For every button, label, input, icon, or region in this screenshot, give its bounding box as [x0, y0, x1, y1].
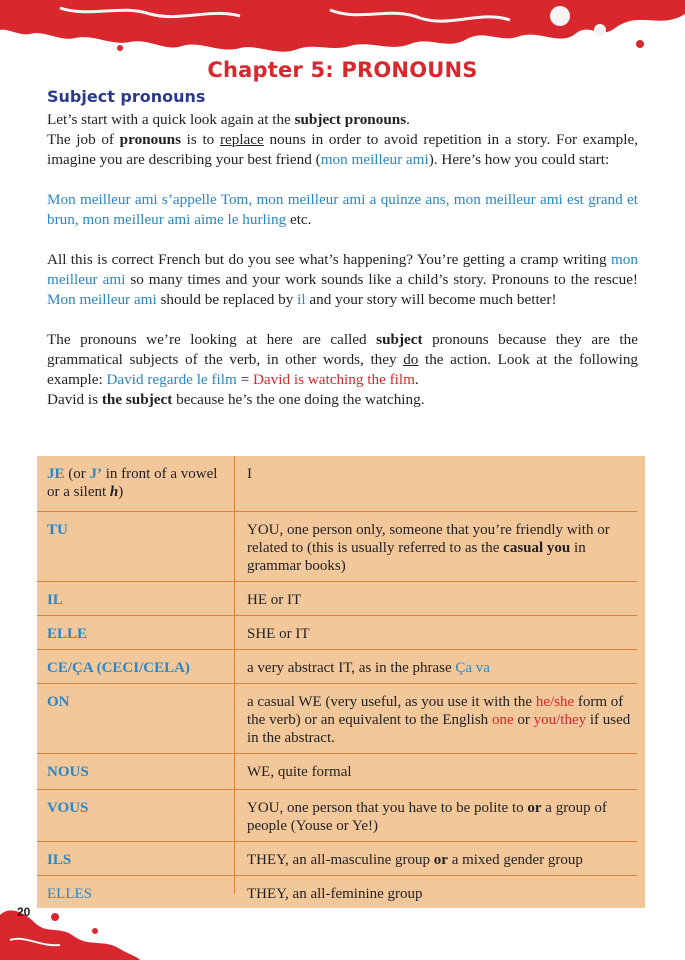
- table-row-elles: [37, 876, 637, 908]
- section-heading: Subject pronouns: [47, 87, 206, 106]
- pronoun-definition: YOU, one person only, someone that you’re friendly with or related to (this is usually referred to as the casual you in grammar books): [247, 522, 610, 574]
- pronoun-term: ELLE: [47, 626, 88, 642]
- table-row-tu: [37, 512, 637, 582]
- page-number: 20: [17, 905, 31, 919]
- pronoun-definition: YOU, one person that you have to be polite to or a group of people (Youse or Ye!): [247, 800, 607, 834]
- table-row-ils: [37, 842, 637, 876]
- pronoun-term: ILS: [47, 852, 72, 868]
- top-paint-splash: [0, 0, 685, 60]
- pronoun-definition: a very abstract IT, as in the phrase Ça va: [247, 660, 490, 676]
- table-row-il: [37, 582, 637, 616]
- paragraph-repetition: All this is correct French but do you see what’s happening? You’re getting a cramp writing mon meilleur ami so many times and your work sounds like a child’s story. Pronouns to the rescue! Mon meilleur ami should be replaced by il and your story will become much better!: [47, 251, 638, 308]
- pronoun-definition: SHE or IT: [247, 626, 310, 642]
- pronoun-term: NOUS: [47, 764, 89, 780]
- pronoun-definition: THEY, an all-feminine group: [247, 886, 423, 902]
- pronoun-definition: I: [247, 466, 252, 482]
- pronoun-term: TU: [47, 522, 68, 538]
- table-row-vous: [37, 790, 637, 842]
- pronoun-term: ELLES: [47, 886, 92, 902]
- body-text: [47, 110, 638, 410]
- chapter-title: Chapter 5: PRONOUNS: [207, 58, 478, 82]
- paragraph-subject-pronouns: The pronouns we’re looking at here are called subject pronouns because they are the grammatical subjects of the verb, in other words, they do the action. Look at the following example: David regarde le film = David is watching the film.: [47, 331, 639, 388]
- pronoun-term: CE/ÇA (CECI/CELA): [47, 660, 190, 676]
- pronoun-term: IL: [47, 592, 63, 608]
- pronoun-term: VOUS: [47, 800, 89, 816]
- table-row-je: [37, 456, 637, 512]
- table-row-nous: [37, 754, 637, 790]
- paragraph-david-subject: David is the subject because he’s the one doing the watching.: [47, 391, 425, 408]
- pronoun-table: [37, 456, 645, 908]
- pronoun-term: JE (or J’ in front of a vowel or a silent h): [47, 466, 218, 500]
- pronoun-term: ON: [47, 694, 70, 710]
- pronoun-definition: HE or IT: [247, 592, 302, 608]
- table-row-elle: [37, 616, 637, 650]
- table-row-on: [37, 684, 637, 754]
- pronoun-definition: WE, quite formal: [247, 764, 352, 780]
- table-row-ce-ca: [37, 650, 637, 684]
- pronoun-definition: a casual WE (very useful, as you use it with the he/she form of the verb) or an equivalent to the English one or you/they if used in the abstract.: [247, 694, 631, 746]
- paragraph-intro: Let’s start with a quick look again at the subject pronouns.: [47, 111, 410, 128]
- paragraph-example: Mon meilleur ami s’appelle Tom, mon meilleur ami a quinze ans, mon meilleur ami est grand et brun, mon meilleur ami aime le hurling etc.: [47, 191, 638, 228]
- pronoun-definition: THEY, an all-masculine group or a mixed gender group: [247, 852, 583, 868]
- paragraph-pronoun-job: The job of pronouns is to replace nouns in order to avoid repetition in a story. For example, imagine you are describing your best friend (mon meilleur ami). Here’s how you could start:: [47, 131, 638, 168]
